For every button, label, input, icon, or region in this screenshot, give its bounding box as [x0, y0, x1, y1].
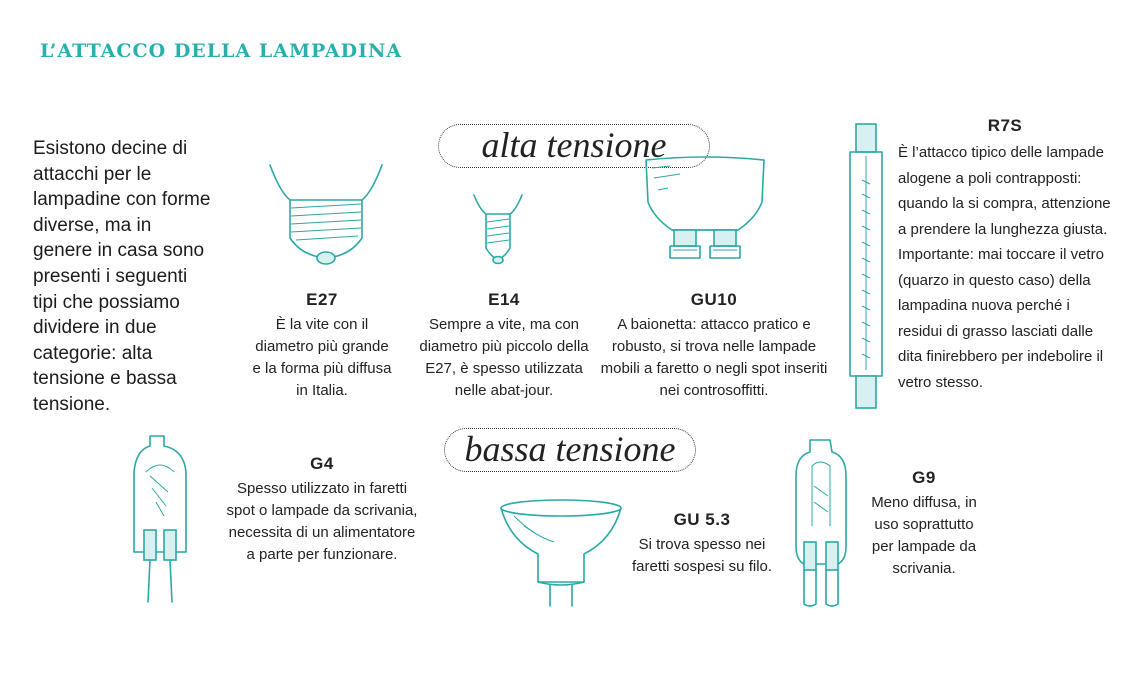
gu53-block [624, 510, 780, 578]
gu53-desc: Si trova spesso nei faretti sospesi su filo. [631, 536, 773, 575]
gu53-code: GU 5.3 [673, 510, 731, 529]
r7s-code: R7S [987, 116, 1023, 135]
page-title: L’ATTACCO DELLA LAMPADINA [40, 40, 403, 62]
e27-screw-bulb-icon [262, 160, 390, 270]
g4-block [224, 454, 420, 566]
gu53-reflector-bulb-icon [494, 496, 628, 614]
e14-desc: Sempre a vite, ma con diametro più piccolo della E27, è spesso utilizzata nelle abat-jour. [419, 316, 589, 399]
g4-code: G4 [310, 454, 334, 473]
r7s-desc: È l’attacco tipico delle lampade alogene a poli contrapposti: quando la si compra, attenzione a prendere la lunghezza giusta. Importante: mai toccare il vetro (quarzo in questo caso) della lampadina nuova perché i residui di grasso lasciati dalle dita finirebbero per indebolire il vetro stesso. [898, 144, 1111, 391]
category-bassa-tensione: bassa tensione [444, 428, 696, 472]
e27-block [250, 290, 394, 402]
e14-screw-bulb-icon [468, 192, 528, 272]
g9-capsule-bulb-icon [790, 436, 854, 612]
g9-desc: Meno diffusa, in uso soprattutto per lampade da scrivania. [871, 494, 977, 577]
category-alta-tensione: alta tensione [438, 124, 710, 168]
gu10-code: GU10 [690, 290, 738, 309]
gu10-block [600, 290, 828, 402]
g4-desc: Spesso utilizzato in faretti spot o lampade da scrivania, necessita di un alimentatore a parte per funzionare. [226, 480, 418, 563]
e14-block [414, 290, 594, 402]
g9-code: G9 [912, 468, 936, 487]
e14-code: E14 [488, 290, 520, 309]
g4-capsule-bulb-icon [126, 432, 196, 608]
intro-text: Esistono decine di attacchi per le lampadine con forme diverse, ma in genere in casa sono presenti i seguenti tipi che possiamo dividere in due categorie: alta tensione e bassa tensione. [33, 138, 211, 415]
r7s-block [898, 116, 1112, 395]
e27-desc: È la vite con il diametro più grande e la forma più diffusa in Italia. [252, 316, 392, 399]
gu10-desc: A baionetta: attacco pratico e robusto, si trova nelle lampade mobili a faretto o negli spot inseriti nei controsoffitti. [600, 316, 828, 399]
r7s-linear-halogen-icon [838, 120, 898, 415]
e27-code: E27 [306, 290, 338, 309]
g9-block [866, 468, 982, 580]
gu10-bayonet-bulb-icon [640, 156, 770, 274]
